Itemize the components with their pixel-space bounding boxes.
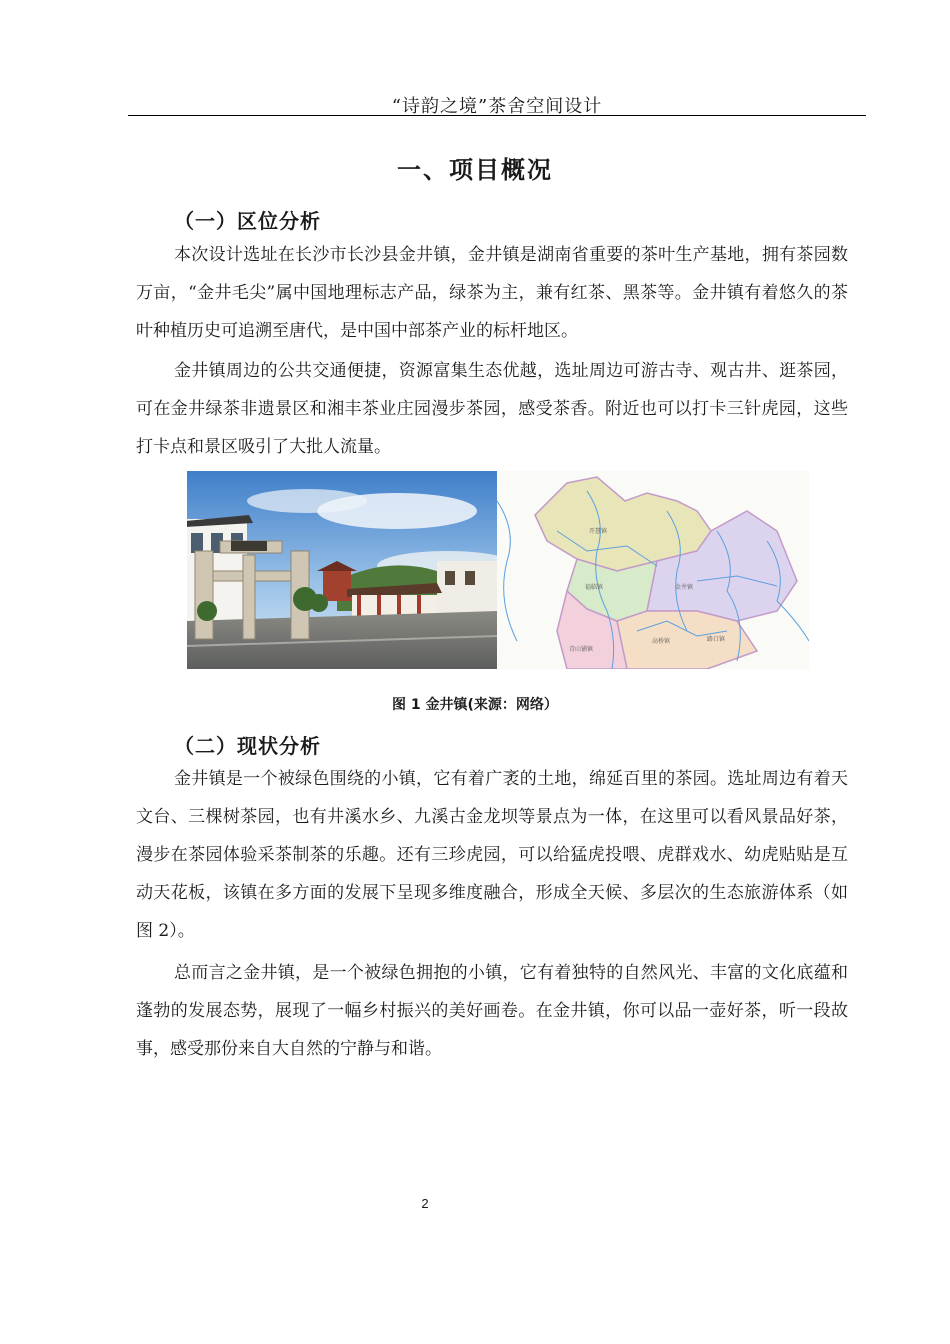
subsection-heading-status: （二）现状分析 <box>174 734 321 758</box>
map-label-fulin: 福临镇 <box>585 584 604 591</box>
subsection-heading-location: （一）区位分析 <box>174 209 321 233</box>
map-label-kaihui: 开慧镇 <box>589 528 608 535</box>
map-label-gaoqiao: 高桥镇 <box>652 638 671 645</box>
map-label-jinjing: 金井镇 <box>675 584 694 591</box>
paragraph-status-1: 金井镇是一个被绿色围绕的小镇，它有着广袤的土地，绵延百里的茶园。选址周边有着天文台、三棵树茶园，也有井溪水乡、九溪古金龙坝等景点为一体，在这里可以看风景品好茶，漫步在茶园体验采茶制茶的乐趣。还有三珍虎园，可以给猛虎投喂、虎群戏水、幼虎贴贴是互动天花板，该镇在多方面的发展下呈现多维度融合，形成全天候、多层次的生态旅游体系（如图 2）。 <box>136 769 848 941</box>
paragraph-location-2: 金井镇周边的公共交通便捷，资源富集生态优越，选址周边可游古寺、观古井、逛茶园，可在金井绿茶非遗景区和湘丰茶业庄园漫步茶园，感受茶香。附近也可以打卡三针虎园，这些打卡点和景区吸引了大批人流量。 <box>136 361 848 457</box>
page-number: 2 <box>421 1196 429 1211</box>
map-label-lukou: 路口镇 <box>707 636 726 643</box>
figure-jinjing <box>187 471 809 669</box>
header-rule <box>128 115 866 116</box>
map-label-qingshanpu: 青山铺镇 <box>569 646 594 653</box>
section-title: 一、项目概况 <box>397 156 553 184</box>
town-gate-photo <box>187 471 497 669</box>
running-header: “诗韵之境”茶舍空间设计 <box>391 96 603 117</box>
figure-caption: 图 1 金井镇(来源：网络） <box>392 697 558 713</box>
paragraph-location-1: 本次设计选址在长沙市长沙县金井镇，金井镇是湖南省重要的茶叶生产基地，拥有茶园数万亩，“金井毛尖”属中国地理标志产品，绿茶为主，兼有红茶、黑茶等。金井镇有着悠久的茶叶种植历史可追溯至唐代，是中国中部茶产业的标杆地区。 <box>136 245 848 341</box>
district-map <box>497 471 809 669</box>
paragraph-status-2: 总而言之金井镇，是一个被绿色拥抱的小镇，它有着独特的自然风光、丰富的文化底蕴和蓬勃的发展态势，展现了一幅乡村振兴的美好画卷。在金井镇，你可以品一壶好茶，听一段故事，感受那份来自大自然的宁静与和谐。 <box>136 963 848 1059</box>
